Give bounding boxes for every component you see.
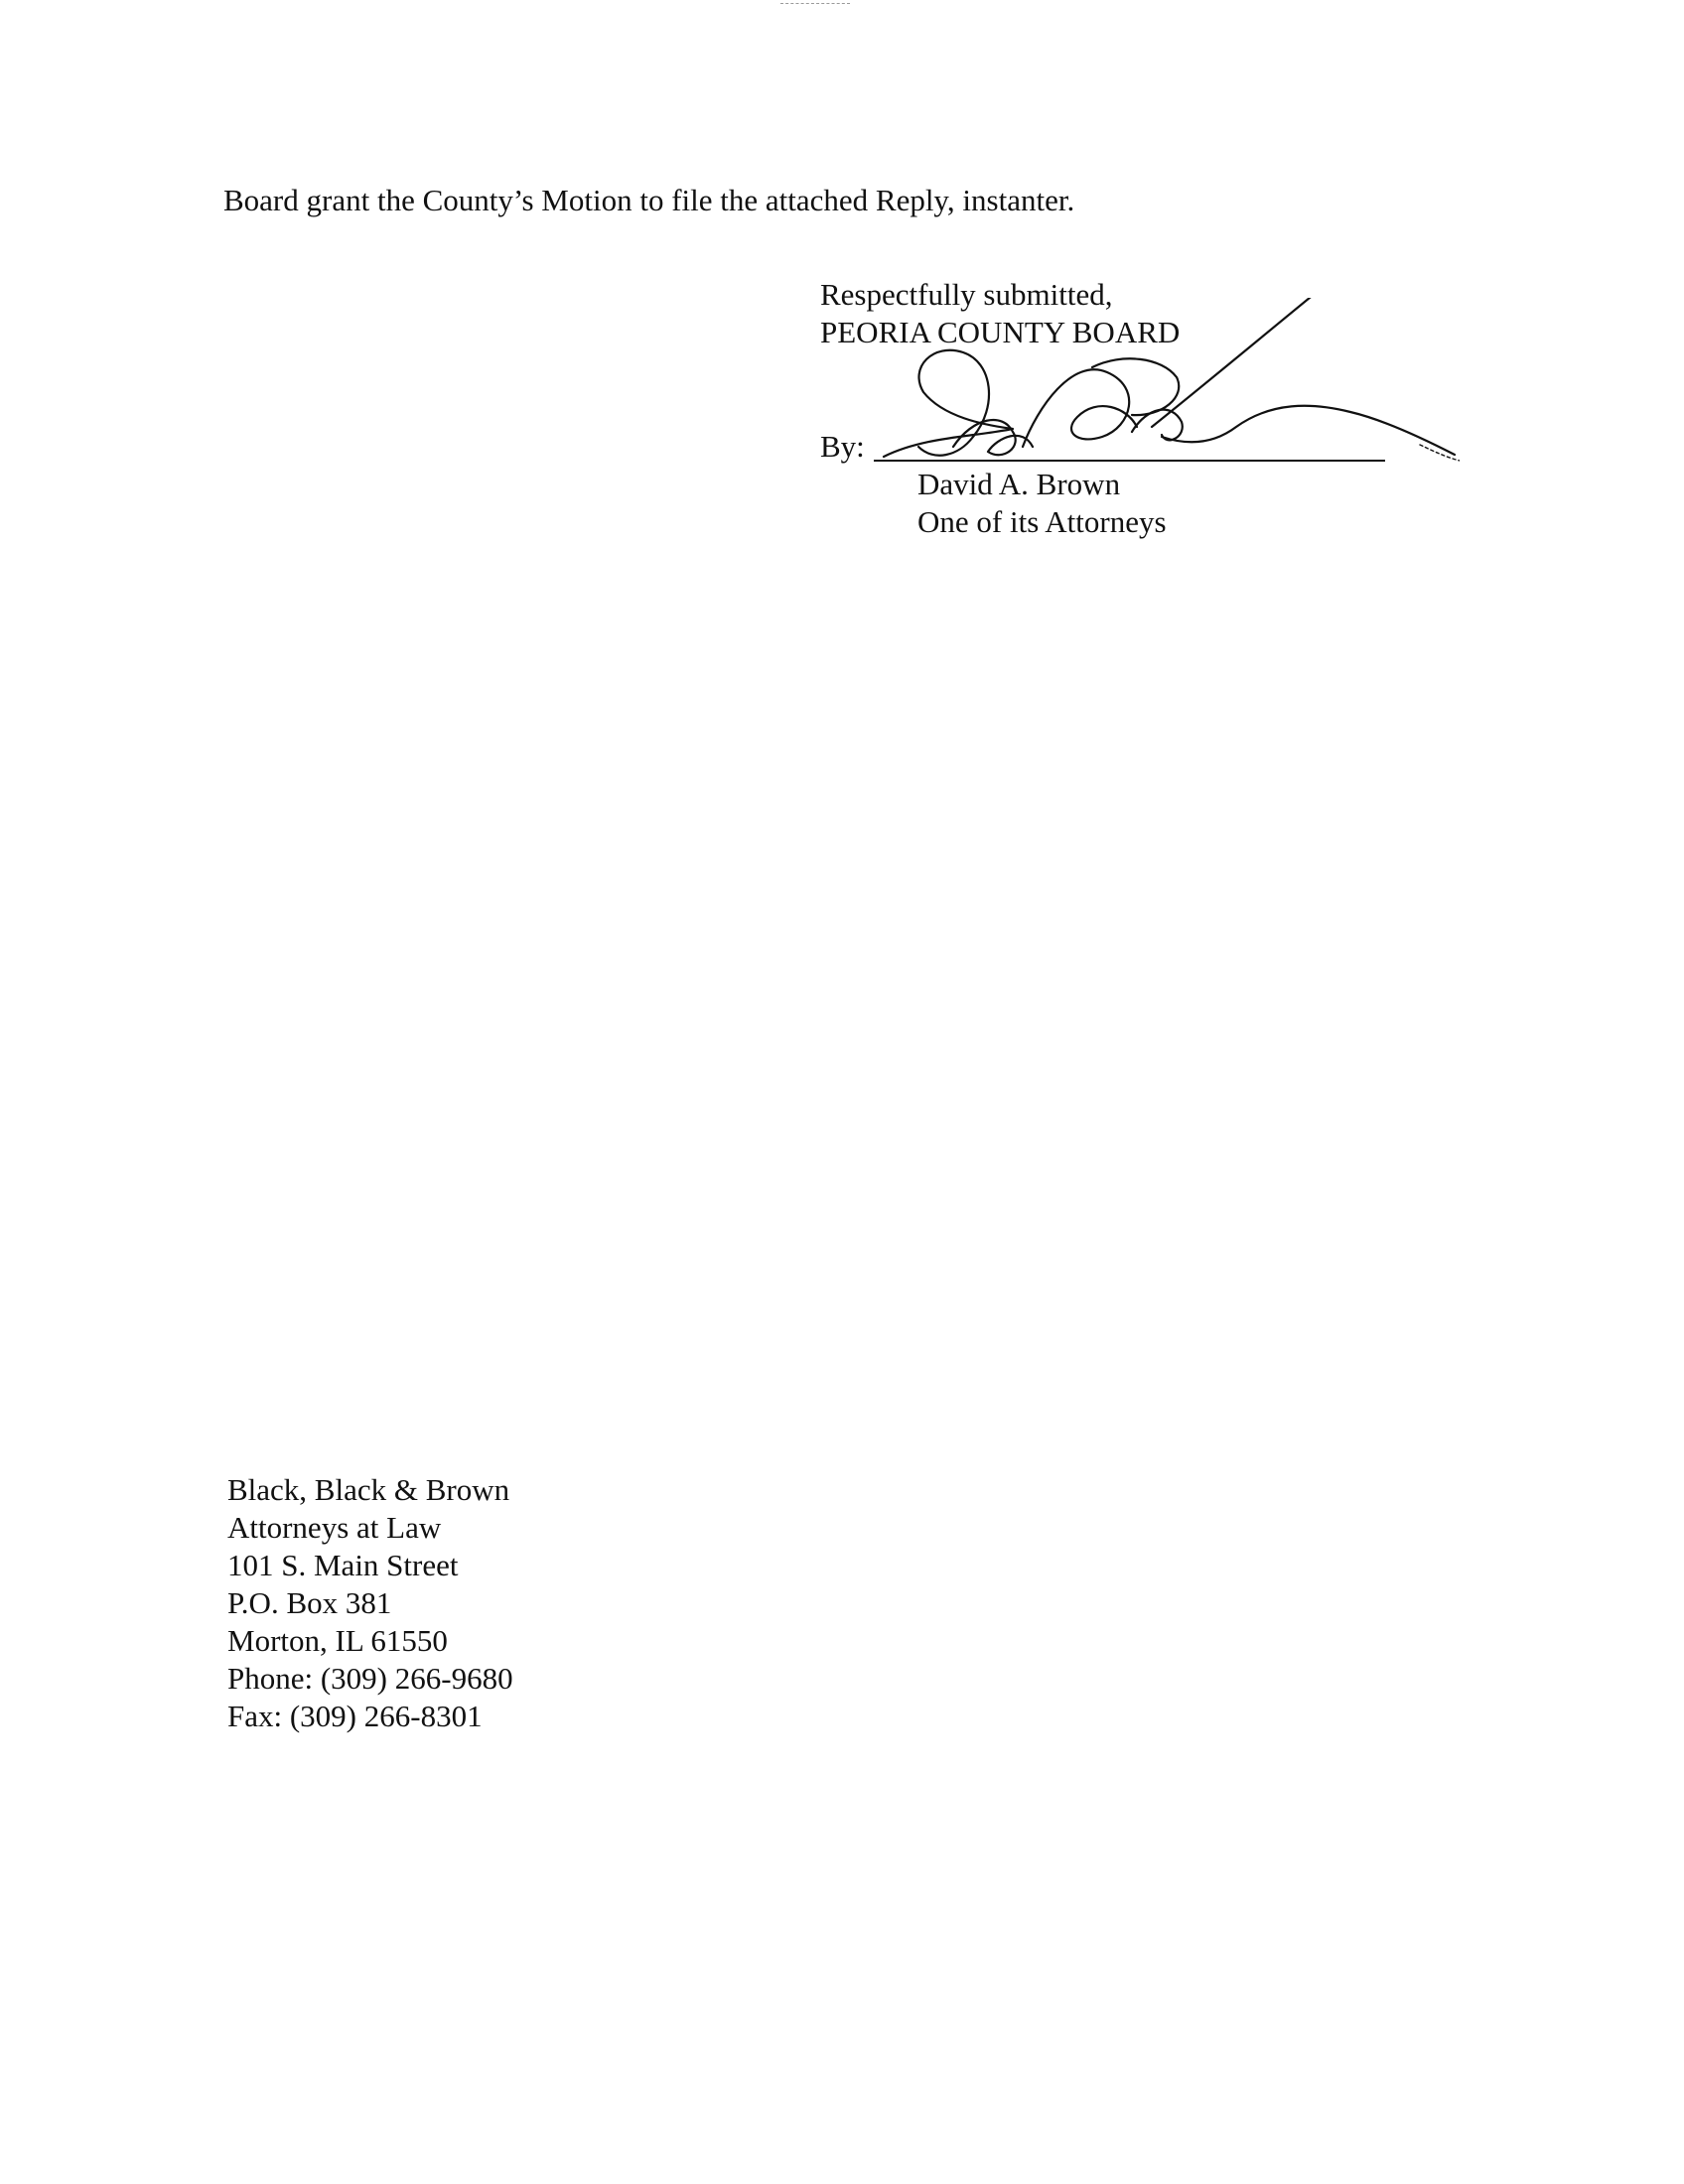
signer-title: One of its Attorneys xyxy=(917,504,1167,539)
firm-address-block xyxy=(227,1471,513,1735)
firm-phone: Phone: (309) 266-9680 xyxy=(227,1661,513,1696)
firm-po-box: P.O. Box 381 xyxy=(227,1585,392,1620)
firm-fax: Fax: (309) 266-8301 xyxy=(227,1699,483,1733)
body-paragraph: Board grant the County’s Motion to file the attached Reply, instanter. xyxy=(223,183,1075,217)
signer-name: David A. Brown xyxy=(917,467,1121,501)
firm-street: 101 S. Main Street xyxy=(227,1548,459,1582)
closing-line: Respectfully submitted, xyxy=(820,277,1113,312)
scan-artifact-mark xyxy=(780,3,850,6)
firm-name: Black, Black & Brown xyxy=(227,1472,510,1507)
firm-descriptor: Attorneys at Law xyxy=(227,1510,442,1545)
signer-organization: PEORIA COUNTY BOARD xyxy=(820,315,1181,349)
handwritten-signature-icon xyxy=(864,298,1460,516)
by-label: By: xyxy=(820,429,865,464)
firm-city-state-zip: Morton, IL 61550 xyxy=(227,1623,448,1658)
